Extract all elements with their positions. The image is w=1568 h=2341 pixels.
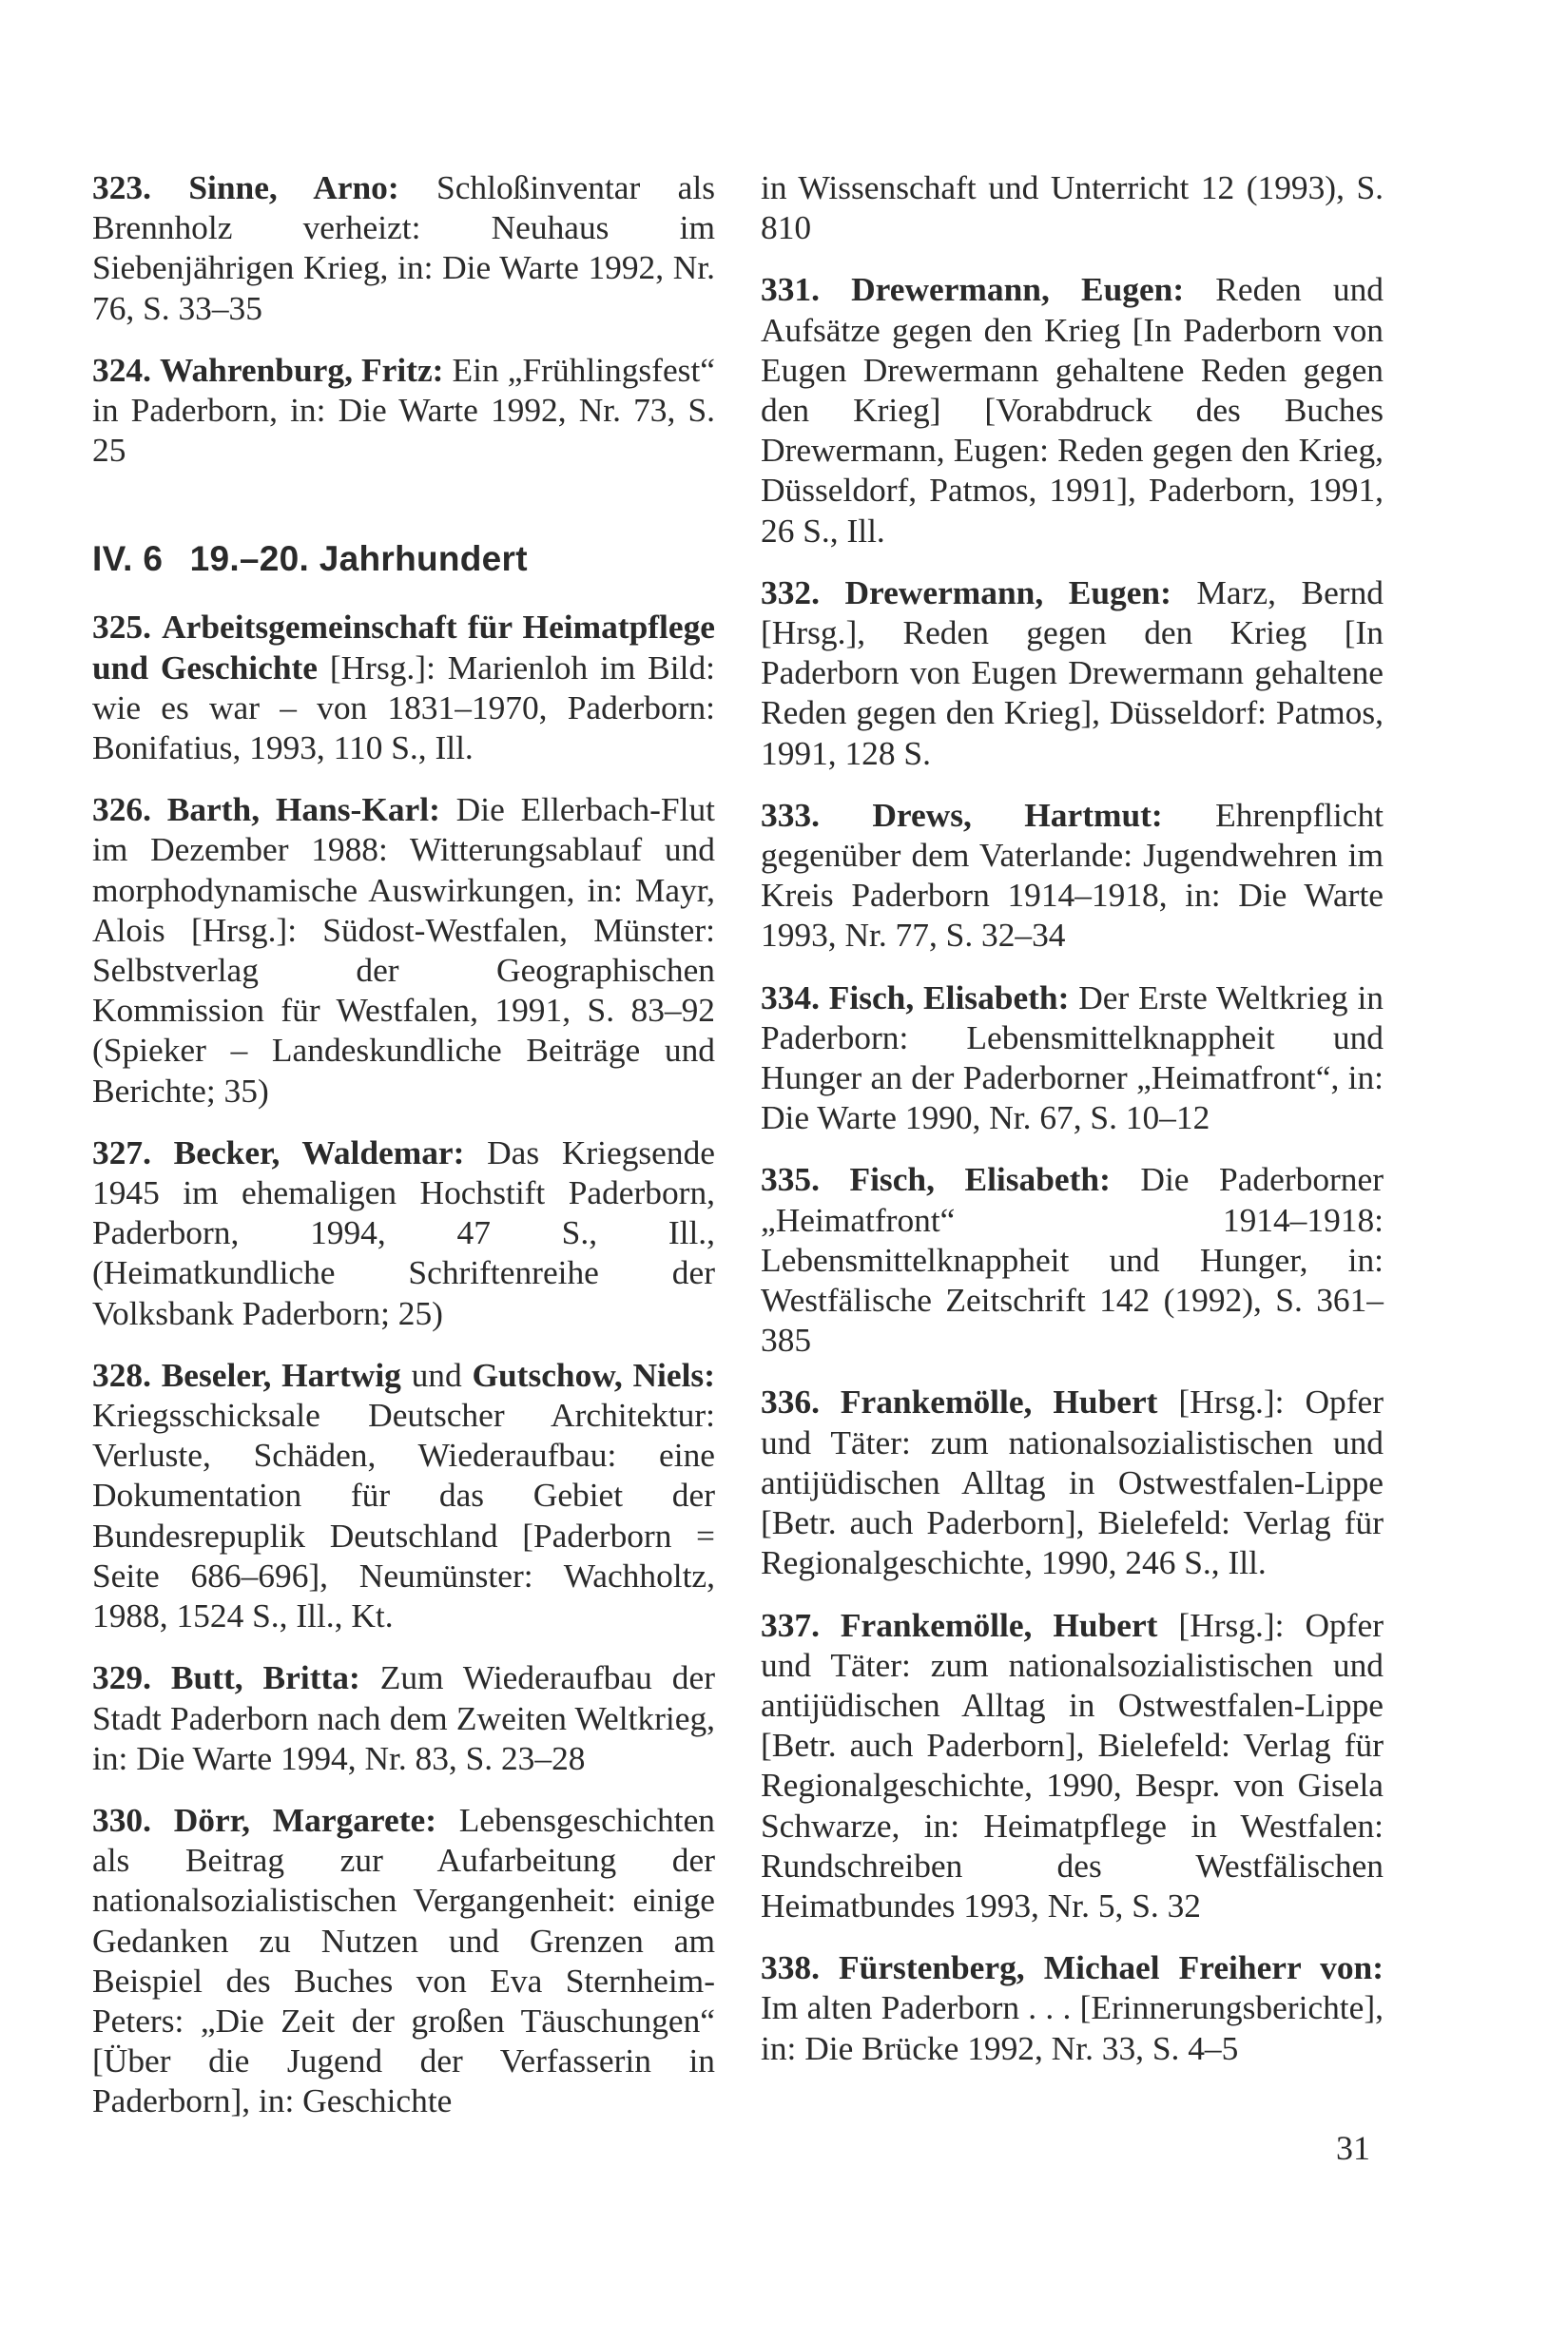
entry-author: Sinne, Arno:: [188, 168, 399, 206]
section-heading: [92, 538, 715, 580]
bibliography-entry: [92, 607, 715, 767]
entry-author: Drewermann, Eugen:: [844, 572, 1171, 611]
entry-number: 338.: [761, 1948, 820, 1987]
bibliography-entry: [761, 977, 1384, 1138]
section-title: 19.–20. Jahrhundert: [189, 539, 528, 579]
bibliography-entry: [761, 1382, 1384, 1582]
entry-number: 323.: [92, 168, 151, 206]
entry-author-2: Gutschow, Niels:: [472, 1355, 715, 1394]
bibliography-entry: [92, 1657, 715, 1778]
entry-author: Beseler, Hartwig: [161, 1355, 401, 1394]
entry-text: Ein „Frühlingsfest“ in Paderborn, in: Die Warte 1992, Nr. 73, S. 25: [92, 350, 715, 470]
entry-author: Fisch, Elisabeth:: [828, 977, 1070, 1016]
section-number: IV. 6: [92, 539, 164, 579]
bibliography-entry: [92, 1355, 715, 1635]
entry-number: 332.: [761, 572, 820, 611]
entry-text: [Hrsg.]: Opfer und Täter: zum nationalsozialistischen und antijüdischen Alltag in Ostwestfalen-Lippe [Betr. auch Paderborn], Bielefeld: Verlag für Regionalgeschichte, 1990, 246 S., Ill.: [761, 1383, 1384, 1582]
entry-author: Drewermann, Eugen:: [851, 270, 1185, 309]
entry-author: Becker, Waldemar:: [173, 1132, 465, 1171]
entry-number: 336.: [761, 1383, 820, 1422]
entry-author: Dörr, Margarete:: [173, 1800, 436, 1839]
bibliography-entry: [761, 1947, 1384, 2068]
bibliography-entry: [92, 1800, 715, 2121]
entry-number: 331.: [761, 270, 820, 309]
bibliography-entry: [761, 1605, 1384, 1926]
entry-author: Fürstenberg, Michael Freiherr von:: [839, 1948, 1384, 1987]
bibliography-entry: [92, 789, 715, 1111]
entry-text: Ehrenpflicht gegenüber dem Vaterlande: Jugendwehren im Kreis Paderborn 1914–1918, in: Die Warte 1993, Nr. 77, S. 32–34: [761, 795, 1384, 955]
entry-number: 324.: [92, 350, 151, 389]
entry-text: Der Erste Weltkrieg in Paderborn: Lebensmittelknappheit und Hunger an der Paderborner „Heimatfront“, in: Die Warte 1990, Nr. 67, S. 10–12: [761, 977, 1384, 1137]
entry-number: 326.: [92, 790, 151, 829]
entry-text-connector: und: [400, 1355, 473, 1394]
entry-number: 334.: [761, 977, 820, 1016]
entry-text: Kriegsschicksale Deutscher Architektur: Verluste, Schäden, Wiederaufbau: eine Dokumentation für das Gebiet der Bundesrepuplik Deutschland [Paderborn = Seite 686–696], Neumünster: Wachholtz, 1988, 1524 S., Ill., Kt.: [92, 1396, 715, 1635]
bibliography-entry: [761, 795, 1384, 956]
entry-author: Frankemölle, Hubert: [840, 1605, 1158, 1644]
bibliography-entry: [92, 350, 715, 471]
entry-text: Reden und Aufsätze gegen den Krieg [In Paderborn von Eugen Drewermann gehaltene Reden gegen den Krieg] [Vorabdruck des Buches Drewermann, Eugen: Reden gegen den Krieg, Düsseldorf, Patmos, 1991], Paderborn, 1991, 26 S., Ill.: [761, 270, 1384, 550]
entry-author: Arbeitsgemeinschaft für Heimatpflege und Geschichte: [92, 608, 715, 687]
entry-number: 333.: [761, 795, 820, 834]
entry-text: Die Ellerbach-Flut im Dezember 1988: Witterungsablauf und morphodynamische Auswirkungen, in: Mayr, Alois [Hrsg.]: Südost-Westfalen, Münster: Selbstverlag der Geographischen Kommission für Westfalen, 1991, S. 83–92 (Spieker – Landeskundliche Beiträge und Berichte; 35): [92, 790, 715, 1110]
entry-author: Fisch, Elisabeth:: [849, 1160, 1111, 1199]
entry-author: Wahrenburg, Fritz:: [160, 350, 444, 389]
bibliography-entry: [761, 572, 1384, 773]
entry-number: 329.: [92, 1658, 151, 1697]
entry-author: Barth, Hans-Karl:: [166, 790, 440, 829]
right-column: [761, 167, 1384, 2090]
entry-text: [Hrsg.]: Marienloh im Bild: wie es war – von 1831–1970, Paderborn: Bonifatius, 1993, 110 S., Ill.: [92, 648, 715, 767]
entry-number: 328.: [92, 1355, 151, 1394]
entry-number: 330.: [92, 1800, 151, 1839]
page-number: 31: [1336, 2129, 1370, 2167]
bibliography-entry: [92, 167, 715, 328]
entry-text: Die Paderborner „Heimatfront“ 1914–1918: Lebensmittelknappheit und Hunger, in: Westfälische Zeitschrift 142 (1992), S. 361–385: [761, 1160, 1384, 1360]
entry-number: 337.: [761, 1605, 820, 1644]
entry-text: Das Kriegsende 1945 im ehemaligen Hochstift Paderborn, Paderborn, 1994, 47 S., Ill., (Heimatkundliche Schriftenreihe der Volksbank Paderborn; 25): [92, 1132, 715, 1332]
entry-number: 327.: [92, 1132, 151, 1171]
entry-author: Frankemölle, Hubert: [840, 1383, 1158, 1422]
entry-author: Drews, Hartmut:: [872, 795, 1163, 834]
entry-text: [Hrsg.]: Opfer und Täter: zum nationalsozialistischen und antijüdischen Alltag in Ostwestfalen-Lippe [Betr. auch Paderborn], Bielefeld: Verlag für Regionalgeschichte, 1990, Bespr. von Gisela Schwarze, in: Heimatpflege in Westfalen: Rundschreiben des Westfälischen Heimatbundes 1993, Nr. 5, S. 32: [761, 1605, 1384, 1925]
bibliography-entry: [761, 1159, 1384, 1360]
bibliography-entry: [92, 1132, 715, 1333]
entry-text: Marz, Bernd [Hrsg.], Reden gegen den Krieg [In Paderborn von Eugen Drewermann gehaltene Reden gegen den Krieg], Düsseldorf: Patmos, 1991, 128 S.: [761, 572, 1384, 772]
entry-number: 335.: [761, 1160, 820, 1199]
left-column: [92, 167, 715, 2143]
bibliography-entry: [761, 269, 1384, 550]
entry-text: Zum Wiederaufbau der Stadt Paderborn nach dem Zweiten Weltkrieg, in: Die Warte 1994, Nr. 83, S. 23–28: [92, 1658, 715, 1777]
entry-continuation: in Wissenschaft und Unterricht 12 (1993), S. 810: [761, 168, 1384, 247]
entry-number: 325.: [92, 608, 151, 647]
entry-text: Im alten Paderborn . . . [Erinnerungsberichte], in: Die Brücke 1992, Nr. 33, S. 4–5: [761, 1988, 1384, 2067]
entry-text: Schloßinventar als Brennholz verheizt: Neuhaus im Siebenjährigen Krieg, in: Die Warte 1992, Nr. 76, S. 33–35: [92, 168, 715, 327]
entry-text: Lebensgeschichten als Beitrag zur Aufarbeitung der nationalsozialistischen Vergangenheit: einige Gedanken zu Nutzen und Grenzen am Beispiel des Buches von Eva Sternheim-Peters: „Die Zeit der großen Täuschungen“ [Über die Jugend der Verfasserin in Paderborn], in: Geschichte: [92, 1800, 715, 2120]
entry-author: Butt, Britta:: [170, 1658, 360, 1697]
